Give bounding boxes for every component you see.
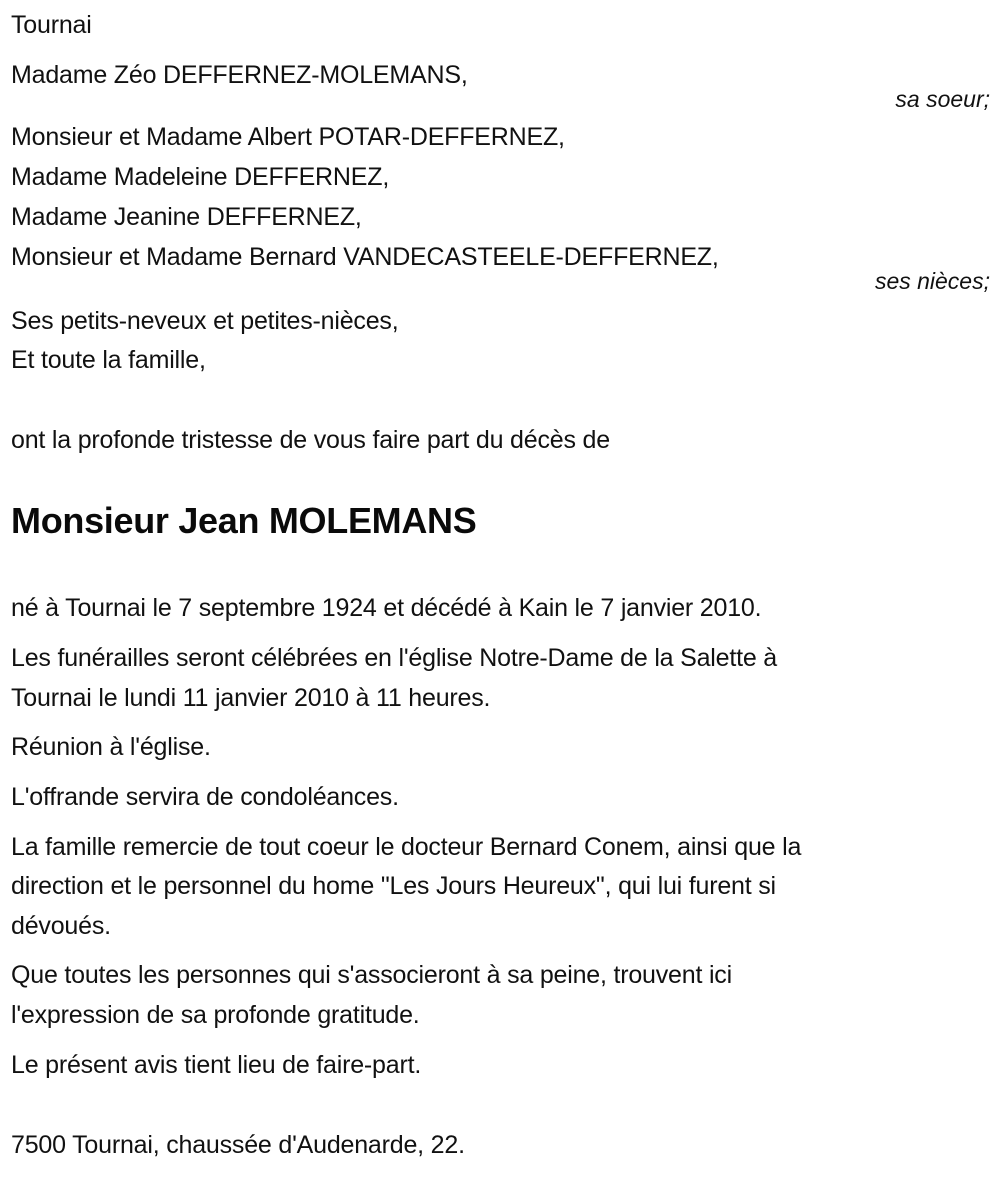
meeting-text: Réunion à l'église. bbox=[11, 733, 211, 761]
city-heading: Tournai bbox=[11, 11, 92, 39]
thanks-text-line-2: direction et le personnel du home "Les Jours Heureux", qui lui furent si bbox=[11, 872, 776, 900]
niece-name-1: Monsieur et Madame Albert POTAR-DEFFERNEZ, bbox=[11, 123, 565, 151]
gratitude-text-line-2: l'expression de sa profonde gratitude. bbox=[11, 1001, 420, 1029]
address-text: 7500 Tournai, chaussée d'Audenarde, 22. bbox=[11, 1131, 465, 1159]
sister-name: Madame Zéo DEFFERNEZ-MOLEMANS, bbox=[11, 61, 468, 89]
niece-name-2: Madame Madeleine DEFFERNEZ, bbox=[11, 163, 390, 191]
birth-death-text: né à Tournai le 7 septembre 1924 et décédé à Kain le 7 janvier 2010. bbox=[11, 594, 762, 622]
niece-name-4: Monsieur et Madame Bernard VANDECASTEELE-DEFFERNEZ, bbox=[11, 243, 719, 271]
niece-name-3: Madame Jeanine DEFFERNEZ, bbox=[11, 203, 362, 231]
offering-text: L'offrande servira de condoléances. bbox=[11, 783, 399, 811]
nieces-relation: ses nièces; bbox=[874, 268, 990, 294]
thanks-text-line-3: dévoués. bbox=[11, 912, 111, 940]
funeral-text-line-2: Tournai le lundi 11 janvier 2010 à 11 heures. bbox=[11, 684, 491, 712]
funeral-text-line-1: Les funérailles seront célébrées en l'église Notre-Dame de la Salette à bbox=[11, 644, 778, 672]
whole-family-line: Et toute la famille, bbox=[11, 346, 206, 374]
sister-relation: sa soeur; bbox=[895, 86, 990, 112]
gratitude-text-line-1: Que toutes les personnes qui s'associeront à sa peine, trouvent ici bbox=[11, 961, 732, 989]
grandnephews-line: Ses petits-neveux et petites-nièces, bbox=[11, 307, 399, 335]
announcement-text: ont la profonde tristesse de vous faire part du décès de bbox=[11, 426, 610, 454]
deceased-name: Monsieur Jean MOLEMANS bbox=[11, 500, 477, 541]
notice-text: Le présent avis tient lieu de faire-part. bbox=[11, 1051, 422, 1079]
thanks-text-line-1: La famille remercie de tout coeur le docteur Bernard Conem, ainsi que la bbox=[11, 833, 802, 861]
